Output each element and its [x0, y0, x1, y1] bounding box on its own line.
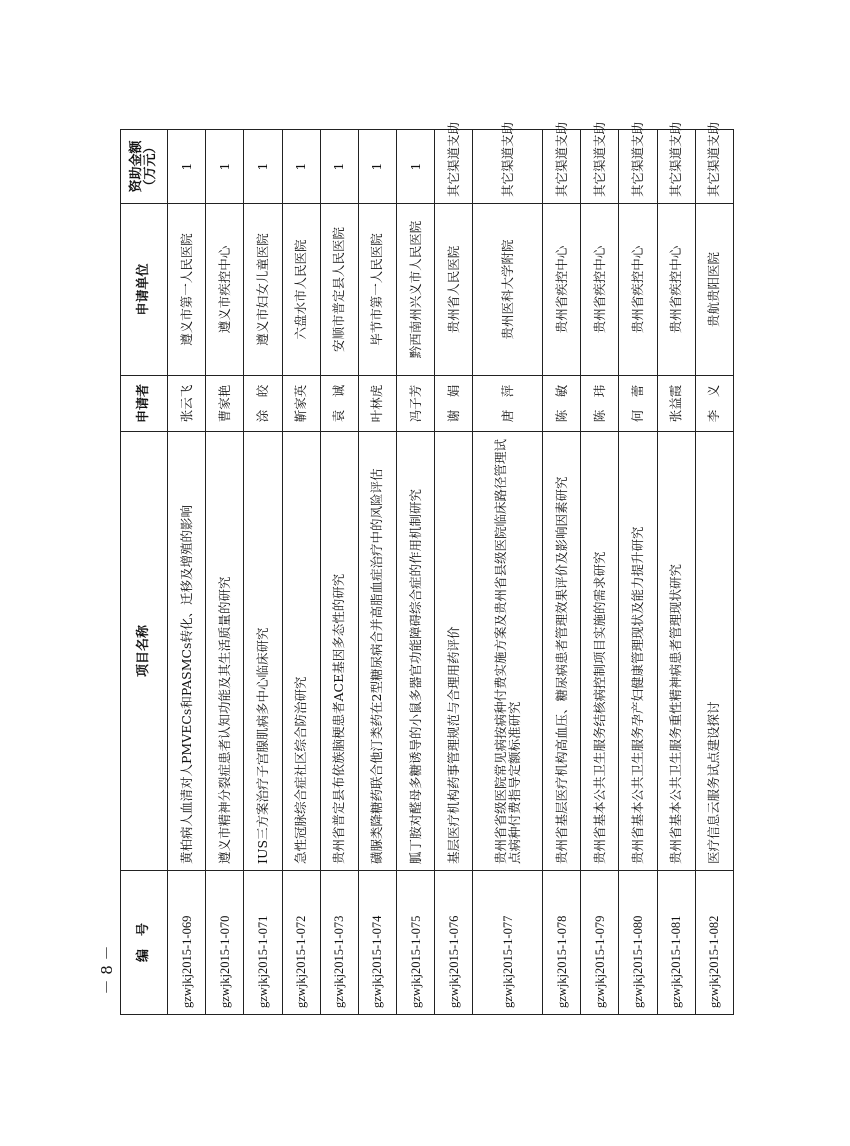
- table-row: [473, 130, 543, 1015]
- cell-name: 胍丁胺对醛母多糖诱导的小鼠多器官功能障碍综合症的作用机制研究: [397, 432, 435, 871]
- header-unit: 申请单位: [121, 204, 168, 376]
- cell-amount: 其它渠道支助: [657, 130, 695, 204]
- cell-amount: 其它渠道支助: [543, 130, 581, 204]
- cell-applicant: 何 蕾: [619, 376, 657, 432]
- cell-amount: 1: [358, 130, 396, 204]
- cell-name: 贵州省基本公共卫生服务孕产妇健康管理现状及能力提升研究: [619, 432, 657, 871]
- cell-applicant: 唐 萍: [473, 376, 543, 432]
- cell-amount: 其它渠道支助: [695, 130, 733, 204]
- cell-name: 医疗信息云服务试点建设探讨: [695, 432, 733, 871]
- cell-amount: 其它渠道支助: [473, 130, 543, 204]
- header-amount: 资助金额 （万元）: [121, 130, 168, 204]
- cell-id: gzwjkj2015-1-082: [695, 871, 733, 1015]
- header-id: 编 号: [121, 871, 168, 1015]
- table-row: [397, 130, 435, 1015]
- cell-applicant: 曹家艳: [206, 376, 244, 432]
- table-header-row: [121, 130, 168, 1015]
- cell-amount: 1: [282, 130, 320, 204]
- cell-amount: 其它渠道支助: [581, 130, 619, 204]
- cell-applicant: 袁 诚: [320, 376, 358, 432]
- cell-id: gzwjkj2015-1-081: [657, 871, 695, 1015]
- cell-unit: 贵州省疾控中心: [619, 204, 657, 376]
- cell-applicant: 叶林虎: [358, 376, 396, 432]
- cell-name: 基层医疗机构药事管理规范与合理用药评价: [435, 432, 473, 871]
- cell-id: gzwjkj2015-1-071: [244, 871, 282, 1015]
- header-applicant: 申请者: [121, 376, 168, 432]
- cell-applicant: 陈 敏: [543, 376, 581, 432]
- cell-id: gzwjkj2015-1-077: [473, 871, 543, 1015]
- cell-name: 黄柏病人血清对人PMVECs和PASMCs转化、迁移及增殖的影响: [168, 432, 206, 871]
- cell-applicant: 陈 玮: [581, 376, 619, 432]
- cell-unit: 黔西南州兴义市人民医院: [397, 204, 435, 376]
- table-row: [695, 130, 733, 1015]
- cell-name: 磺脲类降糖药联合他汀类药在2型糖尿病合并高脂血症治疗中的风险评估: [358, 432, 396, 871]
- cell-unit: 毕节市第一人民医院: [358, 204, 396, 376]
- cell-name: 贵州省基本公共卫生服务结核病控制项目实施的需求研究: [581, 432, 619, 871]
- cell-unit: 遵义市疾控中心: [206, 204, 244, 376]
- table-row: [358, 130, 396, 1015]
- cell-id: gzwjkj2015-1-069: [168, 871, 206, 1015]
- cell-applicant: 张云飞: [168, 376, 206, 432]
- cell-unit: 六盘水市人民医院: [282, 204, 320, 376]
- cell-amount: 其它渠道支助: [435, 130, 473, 204]
- table-row: [320, 130, 358, 1015]
- cell-unit: 安顺市普定县人民医院: [320, 204, 358, 376]
- table-row: [657, 130, 695, 1015]
- cell-amount: 其它渠道支助: [619, 130, 657, 204]
- cell-applicant: 靳家英: [282, 376, 320, 432]
- cell-amount: 1: [206, 130, 244, 204]
- header-name: 项目名称: [121, 432, 168, 871]
- table-row: [168, 130, 206, 1015]
- project-table: [120, 121, 734, 1015]
- cell-unit: 贵州省人民医院: [435, 204, 473, 376]
- cell-name: 急性冠脉综合症社区综合防治研究: [282, 432, 320, 871]
- cell-applicant: 谢 娟: [435, 376, 473, 432]
- cell-amount: 1: [244, 130, 282, 204]
- table-row: [435, 130, 473, 1015]
- cell-id: gzwjkj2015-1-074: [358, 871, 396, 1015]
- table-row: [619, 130, 657, 1015]
- table-row: [581, 130, 619, 1015]
- table-row: [244, 130, 282, 1015]
- cell-unit: 贵州省疾控中心: [581, 204, 619, 376]
- cell-applicant: 冯子芳: [397, 376, 435, 432]
- cell-amount: 1: [320, 130, 358, 204]
- cell-unit: 贵州省疾控中心: [657, 204, 695, 376]
- cell-id: gzwjkj2015-1-076: [435, 871, 473, 1015]
- cell-unit: 遵义市妇女儿童医院: [244, 204, 282, 376]
- cell-id: gzwjkj2015-1-075: [397, 871, 435, 1015]
- table-row: [543, 130, 581, 1015]
- cell-id: gzwjkj2015-1-080: [619, 871, 657, 1015]
- cell-amount: 1: [168, 130, 206, 204]
- cell-unit: 贵州省疾控中心: [543, 204, 581, 376]
- cell-amount: 1: [397, 130, 435, 204]
- cell-name: 贵州省基层医疗机构高血压、糖尿病患者管理效果评价及影响因素研究: [543, 432, 581, 871]
- cell-unit: 贵州医科大学附院: [473, 204, 543, 376]
- cell-id: gzwjkj2015-1-078: [543, 871, 581, 1015]
- cell-applicant: 李 义: [695, 376, 733, 432]
- cell-name: IUS三方案治疗子宫腺肌病多中心临床研究: [244, 432, 282, 871]
- rotated-table-wrapper: [120, 121, 734, 1015]
- page-number: － 8 －: [98, 945, 116, 995]
- cell-id: gzwjkj2015-1-070: [206, 871, 244, 1015]
- cell-id: gzwjkj2015-1-079: [581, 871, 619, 1015]
- cell-name: 贵州省基本公共卫生服务重性精神病患者管理现状研究: [657, 432, 695, 871]
- cell-applicant: 张益霞: [657, 376, 695, 432]
- cell-unit: 贵航贵阳医院: [695, 204, 733, 376]
- cell-id: gzwjkj2015-1-072: [282, 871, 320, 1015]
- cell-name: 贵州省普定县布依族脑梗患者ACE基因多态性的研究: [320, 432, 358, 871]
- cell-name: 遵义市精神分裂症患者认知功能及其生活质量的研究: [206, 432, 244, 871]
- cell-name: 贵州省省级医院常见病按病种付费实施方案及贵州省县级医院临床路径管理试点病种付费指导定额标准研究: [473, 432, 543, 871]
- cell-unit: 遵义市第一人民医院: [168, 204, 206, 376]
- table-row: [282, 130, 320, 1015]
- cell-id: gzwjkj2015-1-073: [320, 871, 358, 1015]
- table-row: [206, 130, 244, 1015]
- cell-applicant: 涂 皎: [244, 376, 282, 432]
